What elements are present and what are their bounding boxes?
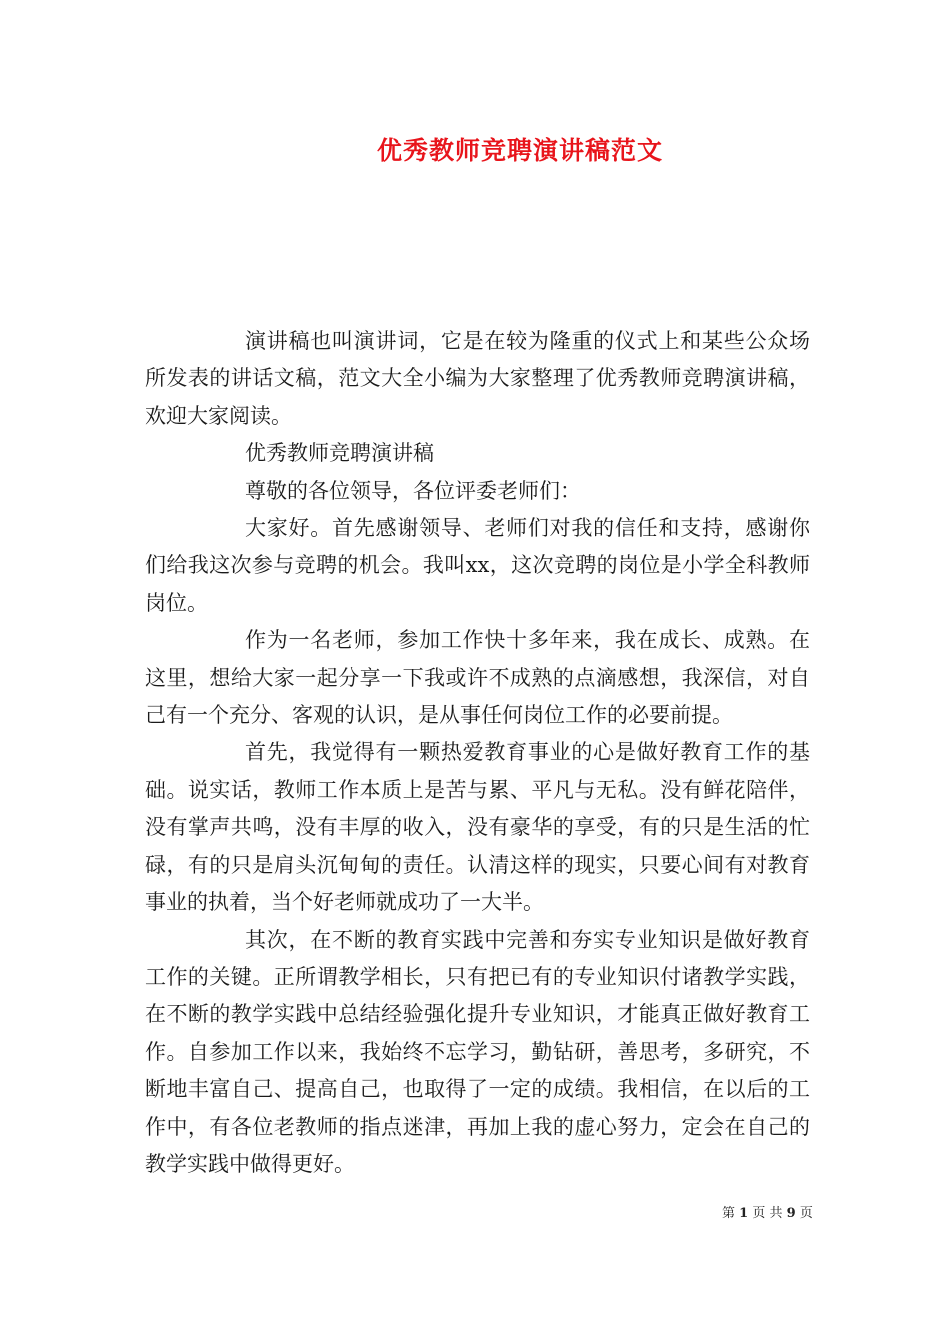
paragraph-greeting: 大家好。首先感谢领导、老师们对我的信任和支持，感谢你们给我这次参与竞聘的机会。我叫xx，这次竞聘的岗位是小学全科教师岗位。 (145, 516, 810, 615)
footer-total-pages: 9 (786, 1206, 796, 1221)
paragraph-self-reflection: 作为一名老师，参加工作快十多年来，我在成长、成熟。在这里，想给大家一起分享一下我或许不成熟的点滴感想，我深信，对自己有一个充分、客观的认识，是从事任何岗位工作的必要前提。 (145, 628, 810, 728)
paragraph-second-point: 其次，在不断的教育实践中完善和夯实专业知识是做好教育工作的关键。正所谓教学相长，只有把已有的专业知识付诸教学实践，在不断的教学实践中总结经验强化提升专业知识，才能真正做好教育工作。自参加工作以来，我始终不忘学习，勤钻研，善思考，多研究，不断地丰富自己、提高自己，也取得了一定的成绩。我相信，在以后的工作中，有各位老教师的指点迷津，再加上我的虚心努力，定会在自己的教学实践中做得更好。 (145, 927, 810, 1176)
footer-middle: 页 共 (752, 1206, 783, 1221)
paragraph-salutation: 尊敬的各位领导，各位评委老师们： (245, 478, 581, 503)
footer-prefix: 第 (722, 1206, 736, 1221)
footer-suffix: 页 (799, 1206, 813, 1221)
paragraph-subtitle: 优秀教师竞聘演讲稿 (245, 441, 434, 466)
footer-current-page: 1 (739, 1206, 749, 1221)
paragraph-intro: 演讲稿也叫演讲词，它是在较为隆重的仪式上和某些公众场所发表的讲话文稿，范文大全小编为大家整理了优秀教师竞聘演讲稿，欢迎大家阅读。 (145, 329, 810, 428)
document-body (145, 323, 810, 1183)
paragraph-first-point: 首先，我觉得有一颗热爱教育事业的心是做好教育工作的基础。说实话，教师工作本质上是苦与累、平凡与无私。没有鲜花陪伴，没有掌声共鸣，没有丰厚的收入，没有豪华的享受，有的只是生活的忙碌，有的只是肩头沉甸甸的责任。认清这样的现实，只要心间有对教育事业的执着，当个好老师就成功了一大半。 (145, 740, 810, 915)
page-number-footer (722, 1205, 813, 1223)
document-title: 优秀教师竞聘演讲稿范文 (376, 136, 663, 165)
